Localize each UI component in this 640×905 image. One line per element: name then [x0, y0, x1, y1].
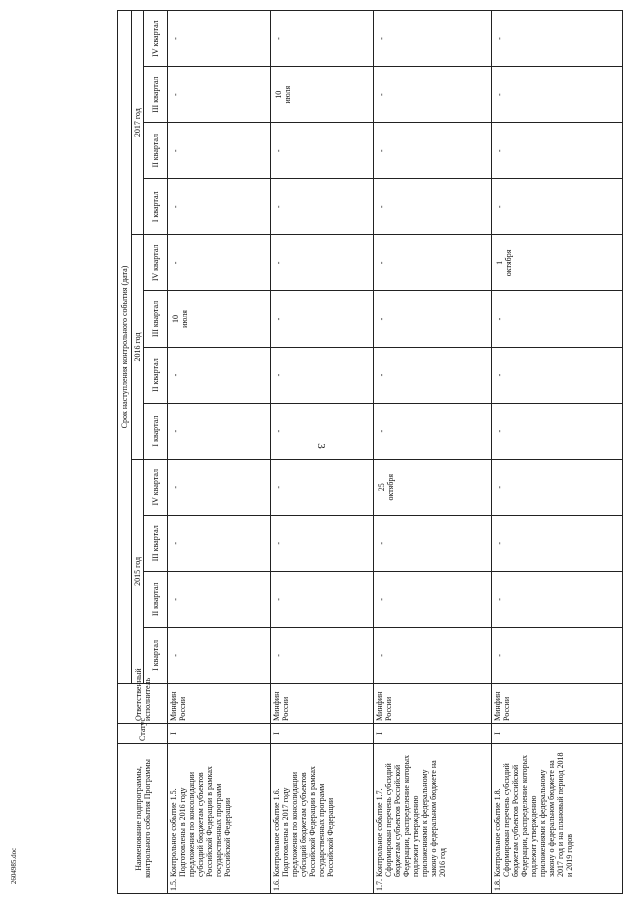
quarter-value-cell: - — [168, 123, 271, 179]
control-events-table — [117, 10, 623, 894]
date-day: 1 — [494, 260, 504, 265]
quarter-value-cell: - — [168, 571, 271, 627]
event-name-cell — [374, 744, 491, 894]
quarter-value-cell: - — [271, 459, 374, 515]
responsible-cell: Минфин России — [271, 684, 374, 724]
quarter-value-cell: - — [491, 403, 622, 459]
date-month: июля — [180, 310, 189, 328]
header-quarter: II квартал — [144, 347, 168, 403]
date-day: 10 — [171, 315, 180, 323]
quarter-value-cell: - — [491, 571, 622, 627]
quarter-value-cell — [271, 67, 374, 123]
quarter-value-cell: - — [271, 571, 374, 627]
quarter-value-cell: - — [491, 627, 622, 683]
quarter-value-cell: - — [374, 235, 491, 291]
header-quarter: I квартал — [144, 179, 168, 235]
quarter-value-cell: - — [491, 11, 622, 67]
quarter-value-cell: - — [491, 459, 622, 515]
date-month: октября — [503, 249, 513, 277]
quarter-value-cell: - — [168, 403, 271, 459]
responsible-cell: Минфин России — [168, 684, 271, 724]
quarter-value-cell: - — [271, 179, 374, 235]
header-year-2016: 2016 год — [132, 235, 144, 459]
header-year-2017: 2017 год — [132, 11, 144, 235]
event-name-cell — [491, 744, 622, 894]
header-quarter: IV квартал — [144, 11, 168, 67]
event-name: Контрольное событие 1.5. Подготовлены в 2016 году предложения по консолидации субсидий бюджетам субъектов Российской Федерации в рамках государственных программ Российской Федерации — [169, 766, 232, 877]
quarter-value-cell: - — [271, 403, 374, 459]
quarter-value-cell: - — [168, 627, 271, 683]
header-quarter: I квартал — [144, 403, 168, 459]
responsible-cell: Минфин России — [374, 684, 491, 724]
table-row — [491, 11, 622, 894]
quarter-value-cell: - — [271, 11, 374, 67]
status-cell: I — [374, 724, 491, 744]
quarter-value-cell: - — [491, 179, 622, 235]
quarter-value-cell: - — [168, 459, 271, 515]
quarter-value-cell: - — [491, 515, 622, 571]
table-row — [168, 11, 271, 894]
quarter-value-cell: - — [168, 347, 271, 403]
footer-doc-code: 2604985.doc — [10, 847, 19, 885]
quarter-value-cell: - — [374, 11, 491, 67]
quarter-value-cell: - — [374, 515, 491, 571]
quarter-value-cell: - — [374, 179, 491, 235]
event-name: Контрольное событие 1.7. Сформирован перечень субсидий бюджетам субъектов Российской Федерации, распределение которых подлежит утверждению приложениями к федеральному закону о федеральном бюджете на 2016 год — [375, 754, 448, 877]
status-cell: I — [168, 724, 271, 744]
responsible-cell: Минфин России — [491, 684, 622, 724]
status-cell: I — [491, 724, 622, 744]
quarter-value-cell: - — [491, 67, 622, 123]
quarter-value-cell: - — [271, 515, 374, 571]
quarter-value-cell: - — [374, 347, 491, 403]
event-number: 1.5. — [169, 879, 178, 891]
header-name: Наименование подпрограммы, контрольного события Программы — [118, 744, 168, 894]
quarter-value-cell — [491, 235, 622, 291]
header-quarter: III квартал — [144, 515, 168, 571]
quarter-value-cell: - — [374, 571, 491, 627]
quarter-value-cell: - — [168, 11, 271, 67]
quarter-value-cell: - — [271, 627, 374, 683]
quarter-value-cell: - — [271, 123, 374, 179]
page-number: 3 — [314, 443, 327, 449]
header-quarter: II квартал — [144, 123, 168, 179]
table-row — [374, 11, 491, 894]
quarter-value-cell — [374, 459, 491, 515]
quarter-value-cell: - — [168, 515, 271, 571]
header-quarter: II квартал — [144, 571, 168, 627]
date-month: июля — [283, 85, 293, 104]
date-day: 25 — [377, 483, 387, 492]
quarter-value-cell: - — [491, 291, 622, 347]
event-number: 1.6. — [272, 879, 282, 891]
event-number: 1.8. — [492, 879, 502, 891]
quarter-value-cell: - — [271, 235, 374, 291]
quarter-value-cell: - — [374, 123, 491, 179]
event-name: Контрольное событие 1.8. Сформирован перечень субсидий бюджетам субъектов Российской Федерации, распределение которых подлежит утверждению приложениями к федеральному закону о федеральном бюджете на 2017 год и на плановый период 2018 и 2019 годов — [492, 752, 574, 877]
event-name: Контрольное событие 1.6. Подготовлены в 2017 году предложения по консолидации субсидий бюджетам субъектов Российской Федерации в рамках государственных программ Российской Федерации — [272, 766, 336, 877]
quarter-value-cell: - — [491, 347, 622, 403]
quarter-value-cell: - — [491, 123, 622, 179]
header-responsible: Ответственный исполнитель — [118, 684, 168, 724]
event-number: 1.7. — [375, 879, 385, 891]
table-row — [271, 11, 374, 894]
header-status: Статус — [118, 724, 168, 744]
quarter-value-cell: - — [271, 347, 374, 403]
header-quarter: III квартал — [144, 67, 168, 123]
rotated-table-wrapper — [117, 10, 623, 894]
date-month: октября — [386, 473, 396, 501]
quarter-value-cell: - — [168, 235, 271, 291]
header-quarter: III квартал — [144, 291, 168, 347]
date-day: 10 — [274, 90, 284, 99]
quarter-value-cell: - — [374, 291, 491, 347]
header-quarter: IV квартал — [144, 235, 168, 291]
header-year-2015: 2015 год — [132, 459, 144, 683]
quarter-value-cell: - — [374, 67, 491, 123]
quarter-value-cell: - — [374, 403, 491, 459]
header-quarter: IV квартал — [144, 459, 168, 515]
header-period-group: Срок наступления контрольного события (дата) — [118, 11, 132, 684]
quarter-value-cell — [168, 291, 271, 347]
quarter-value-cell: - — [374, 627, 491, 683]
quarter-value-cell: - — [168, 67, 271, 123]
header-quarter: I квартал — [144, 627, 168, 683]
status-cell: I — [271, 724, 374, 744]
quarter-value-cell: - — [271, 291, 374, 347]
event-name-cell — [168, 744, 271, 894]
quarter-value-cell: - — [168, 179, 271, 235]
event-name-cell — [271, 744, 374, 894]
